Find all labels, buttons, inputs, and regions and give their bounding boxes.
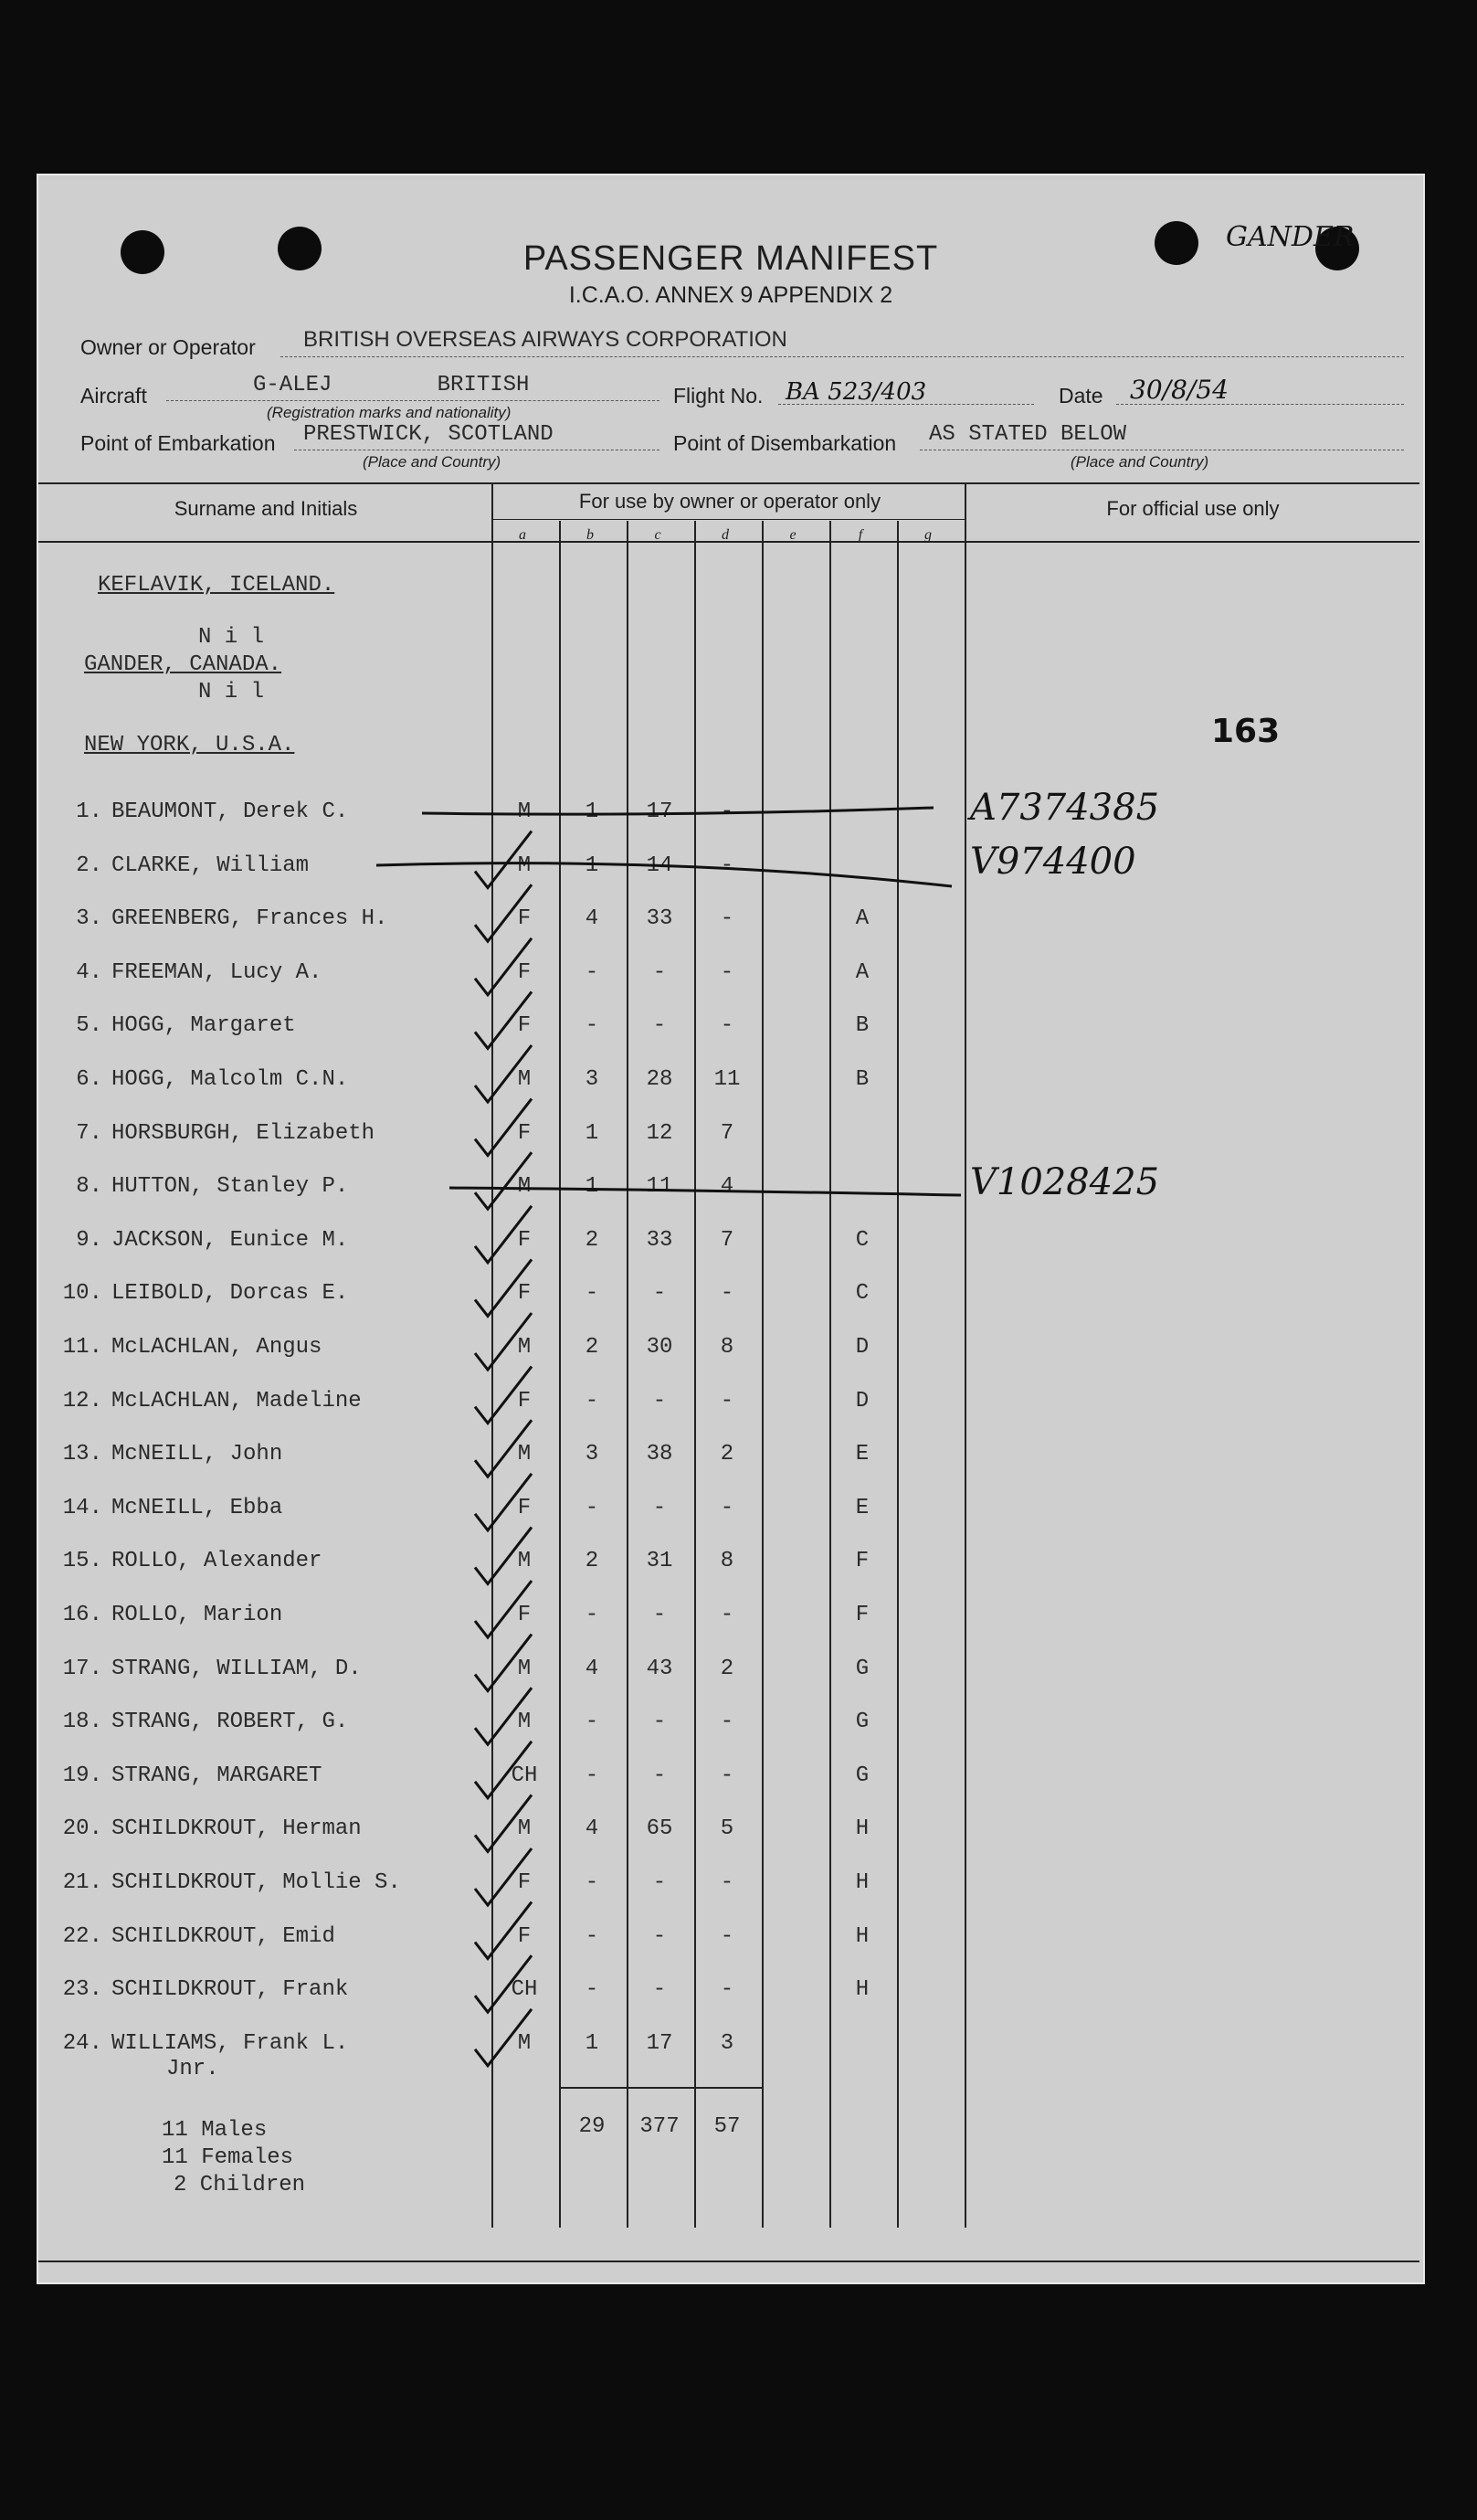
passenger-group: G xyxy=(855,1710,870,1734)
passenger-col-d: - xyxy=(720,853,734,878)
passenger-col-d: - xyxy=(720,1977,734,2002)
embark-note: (Place and Country) xyxy=(363,453,501,471)
passenger-sex: F xyxy=(517,1496,532,1520)
passenger-row xyxy=(38,1924,1423,1961)
passenger-col-c: - xyxy=(652,1977,667,2002)
passenger-col-d: - xyxy=(720,1389,734,1414)
passenger-number: 24. xyxy=(62,2031,102,2056)
passenger-row xyxy=(38,1442,1423,1478)
passenger-row xyxy=(38,1603,1423,1639)
passenger-number: 8. xyxy=(76,1174,102,1199)
total-children: 2 Children xyxy=(174,2173,306,2197)
passenger-col-b: - xyxy=(585,960,599,985)
passenger-group: B xyxy=(855,1013,870,1038)
passenger-col-b: - xyxy=(585,1870,599,1895)
section-newyork: NEW YORK, U.S.A. xyxy=(84,733,295,757)
section-gander: GANDER, CANADA. xyxy=(84,652,282,677)
column-letter-c: c xyxy=(654,527,661,543)
column-letter-d: d xyxy=(722,527,729,543)
passenger-col-c: - xyxy=(652,1603,667,1627)
passenger-group: G xyxy=(855,1657,870,1681)
passenger-col-c: - xyxy=(652,960,667,985)
document-subtitle: I.C.A.O. ANNEX 9 APPENDIX 2 xyxy=(568,282,893,308)
page-number: 163 xyxy=(1211,713,1281,750)
passenger-col-d: 2 xyxy=(720,1442,734,1466)
passenger-sex: F xyxy=(517,1603,532,1627)
passenger-col-b: 4 xyxy=(585,1657,599,1681)
aircraft-note: (Registration marks and nationality) xyxy=(267,404,512,421)
passenger-col-c: - xyxy=(652,1389,667,1414)
passenger-number: 14. xyxy=(62,1496,102,1520)
passenger-col-c: - xyxy=(652,1496,667,1520)
manifest-sheet xyxy=(37,174,1425,2284)
total-males: 11 Males xyxy=(162,2118,268,2143)
owner-subheader-rule xyxy=(493,519,966,520)
passenger-sex: F xyxy=(517,1924,532,1949)
passenger-sex: F xyxy=(517,1870,532,1895)
column-rule xyxy=(627,521,628,2228)
flight-value: BA 523/403 xyxy=(786,378,927,406)
passenger-col-b: - xyxy=(585,1281,599,1306)
passenger-name: HOGG, Malcolm C.N. xyxy=(111,1067,349,1092)
passenger-col-c: 43 xyxy=(646,1657,673,1681)
passenger-name: McNEILL, Ebba xyxy=(111,1496,283,1520)
passenger-group: F xyxy=(855,1549,870,1573)
column-letter-b: b xyxy=(586,527,594,543)
passenger-sex: M xyxy=(517,1335,532,1360)
passenger-group: F xyxy=(855,1603,870,1627)
passenger-col-b: - xyxy=(585,1710,599,1734)
passenger-col-b: 1 xyxy=(585,853,599,878)
passenger-sex: M xyxy=(517,853,532,878)
passenger-col-c: 38 xyxy=(646,1442,673,1466)
column-letter-g: g xyxy=(924,527,932,543)
passenger-number: 11. xyxy=(62,1335,102,1360)
passenger-number: 22. xyxy=(62,1924,102,1949)
passenger-row xyxy=(38,1013,1423,1050)
passenger-row xyxy=(38,1816,1423,1853)
date-value: 30/8/54 xyxy=(1130,375,1229,405)
passenger-col-d: 7 xyxy=(720,1228,734,1253)
passenger-col-d: - xyxy=(720,1013,734,1038)
passenger-name: ROLLO, Marion xyxy=(111,1603,283,1627)
passenger-sex: M xyxy=(517,1657,532,1681)
passenger-col-d: - xyxy=(720,1496,734,1520)
passenger-number: 1. xyxy=(76,799,102,824)
passenger-col-c: 17 xyxy=(646,2031,673,2056)
passenger-col-d: - xyxy=(720,1763,734,1788)
passenger-sex: F xyxy=(517,1389,532,1414)
column-rule xyxy=(694,521,696,2228)
passenger-name: STRANG, ROBERT, G. xyxy=(111,1710,349,1734)
owner-label: Owner or Operator xyxy=(80,335,256,359)
disembark-value: AS STATED BELOW xyxy=(929,422,1127,447)
passenger-number: 13. xyxy=(62,1442,102,1466)
date-line xyxy=(1116,404,1404,405)
total-column-b: 29 xyxy=(578,2114,606,2139)
passenger-col-c: 12 xyxy=(646,1121,673,1146)
passenger-number: 15. xyxy=(62,1549,102,1573)
passenger-col-c: - xyxy=(652,1870,667,1895)
passenger-col-b: 4 xyxy=(585,1816,599,1841)
passenger-col-c: 14 xyxy=(646,853,673,878)
passenger-col-c: - xyxy=(652,1710,667,1734)
passenger-col-b: 1 xyxy=(585,1121,599,1146)
passenger-sex: M xyxy=(517,799,532,824)
passenger-number: 16. xyxy=(62,1603,102,1627)
section-gander-nil: N i l xyxy=(198,680,265,704)
passenger-sex: F xyxy=(517,1121,532,1146)
passenger-group: D xyxy=(855,1335,870,1360)
passenger-col-d: - xyxy=(720,1710,734,1734)
passenger-row xyxy=(38,960,1423,997)
column-letter-a: a xyxy=(519,527,526,543)
passenger-name: LEIBOLD, Dorcas E. xyxy=(111,1281,349,1306)
passenger-name: SCHILDKROUT, Herman xyxy=(111,1816,362,1841)
aircraft-line xyxy=(166,400,659,401)
passenger-row xyxy=(38,1657,1423,1693)
column-letter-e: e xyxy=(789,527,797,543)
passenger-sex: M xyxy=(517,1442,532,1466)
passenger-group: E xyxy=(855,1496,870,1520)
passenger-name: SCHILDKROUT, Mollie S. xyxy=(111,1870,401,1895)
passenger-row xyxy=(38,1335,1423,1371)
passenger-col-b: 1 xyxy=(585,799,599,824)
column-rule xyxy=(829,521,831,2228)
passenger-sex: M xyxy=(517,1174,532,1199)
owner-value: BRITISH OVERSEAS AIRWAYS CORPORATION xyxy=(303,327,787,352)
passenger-group: D xyxy=(855,1389,870,1414)
passenger-col-c: 65 xyxy=(646,1816,673,1841)
passenger-row xyxy=(38,1161,1423,1211)
passenger-row xyxy=(38,1496,1423,1532)
official-passport-number: V1028425 xyxy=(970,1161,1160,1203)
passenger-number: 3. xyxy=(76,906,102,931)
flight-label: Flight No. xyxy=(673,384,764,408)
passenger-group: A xyxy=(855,960,870,985)
passenger-row xyxy=(38,1389,1423,1425)
passenger-name: STRANG, WILLIAM, D. xyxy=(111,1657,362,1681)
passenger-col-d: 4 xyxy=(720,1174,734,1199)
passenger-sex: CH xyxy=(511,1763,538,1788)
passenger-number: 2. xyxy=(76,853,102,878)
owner-line xyxy=(280,356,1404,357)
passenger-col-c: 31 xyxy=(646,1549,673,1573)
passenger-col-b: 2 xyxy=(585,1549,599,1573)
passenger-col-b: 2 xyxy=(585,1228,599,1253)
passenger-number: 4. xyxy=(76,960,102,985)
passenger-group: H xyxy=(855,1924,870,1949)
passenger-name-continuation: Jnr. xyxy=(166,2057,219,2081)
passenger-col-c: 30 xyxy=(646,1335,673,1360)
section-keflavik: KEFLAVIK, ICELAND. xyxy=(98,573,335,598)
passenger-group: C xyxy=(855,1281,870,1306)
passenger-name: STRANG, MARGARET xyxy=(111,1763,322,1788)
passenger-sex: CH xyxy=(511,1977,538,2002)
passenger-col-c: - xyxy=(652,1924,667,1949)
table-bottom-rule xyxy=(38,2261,1419,2262)
passenger-row xyxy=(38,1281,1423,1318)
passenger-number: 6. xyxy=(76,1067,102,1092)
passenger-col-c: - xyxy=(652,1763,667,1788)
passenger-row xyxy=(38,1870,1423,1907)
passenger-col-c: 28 xyxy=(646,1067,673,1092)
passenger-row xyxy=(38,906,1423,943)
passenger-group: B xyxy=(855,1067,870,1092)
passenger-col-c: - xyxy=(652,1281,667,1306)
passenger-col-d: 11 xyxy=(713,1067,741,1092)
passenger-group: H xyxy=(855,1870,870,1895)
official-passport-number: A7374385 xyxy=(970,787,1160,829)
passenger-col-d: 8 xyxy=(720,1335,734,1360)
column-letter-f: f xyxy=(858,527,863,543)
owner-use-header: For use by owner or operator only xyxy=(578,490,881,513)
flight-line xyxy=(778,404,1034,405)
passenger-col-c: - xyxy=(652,1013,667,1038)
passenger-col-d: 3 xyxy=(720,2031,734,2056)
passenger-name: GREENBERG, Frances H. xyxy=(111,906,388,931)
passenger-name: JACKSON, Eunice M. xyxy=(111,1228,349,1253)
passenger-number: 7. xyxy=(76,1121,102,1146)
passenger-row xyxy=(38,1710,1423,1746)
passenger-group: A xyxy=(855,906,870,931)
passenger-number: 10. xyxy=(62,1281,102,1306)
passenger-number: 17. xyxy=(62,1657,102,1681)
passenger-name: HUTTON, Stanley P. xyxy=(111,1174,349,1199)
passenger-sex: F xyxy=(517,1228,532,1253)
passenger-number: 5. xyxy=(76,1013,102,1038)
passenger-number: 20. xyxy=(62,1816,102,1841)
passenger-number: 21. xyxy=(62,1870,102,1895)
passenger-col-c: 33 xyxy=(646,906,673,931)
aircraft-label: Aircraft xyxy=(80,384,147,408)
passenger-col-b: - xyxy=(585,1603,599,1627)
passenger-col-b: - xyxy=(585,1924,599,1949)
passenger-col-b: 1 xyxy=(585,1174,599,1199)
passenger-number: 9. xyxy=(76,1228,102,1253)
passenger-col-d: - xyxy=(720,960,734,985)
passenger-number: 23. xyxy=(62,1977,102,2002)
section-keflavik-nil: N i l xyxy=(198,625,265,650)
passenger-sex: M xyxy=(517,1067,532,1092)
passenger-col-d: 8 xyxy=(720,1549,734,1573)
passenger-col-b: - xyxy=(585,1496,599,1520)
passenger-name: FREEMAN, Lucy A. xyxy=(111,960,322,985)
official-passport-number: V974400 xyxy=(970,841,1136,883)
passenger-row xyxy=(38,1977,1423,2014)
passenger-name: McLACHLAN, Madeline xyxy=(111,1389,362,1414)
passenger-col-b: - xyxy=(585,1013,599,1038)
passenger-row xyxy=(38,1121,1423,1158)
passenger-name: HORSBURGH, Elizabeth xyxy=(111,1121,375,1146)
passenger-col-d: 7 xyxy=(720,1121,734,1146)
passenger-group: C xyxy=(855,1228,870,1253)
passenger-col-b: - xyxy=(585,1763,599,1788)
passenger-number: 18. xyxy=(62,1710,102,1734)
passenger-sex: M xyxy=(517,1549,532,1573)
passenger-col-b: 3 xyxy=(585,1067,599,1092)
passenger-sex: F xyxy=(517,906,532,931)
passenger-col-d: 5 xyxy=(720,1816,734,1841)
passenger-col-d: 2 xyxy=(720,1657,734,1681)
passenger-row xyxy=(38,841,1423,890)
total-females: 11 Females xyxy=(162,2145,294,2170)
passenger-name: McLACHLAN, Angus xyxy=(111,1335,322,1360)
passenger-sex: M xyxy=(517,2031,532,2056)
embark-value: PRESTWICK, SCOTLAND xyxy=(303,422,554,447)
passenger-name: ROLLO, Alexander xyxy=(111,1549,322,1573)
column-rule xyxy=(559,521,561,2228)
passenger-col-d: - xyxy=(720,1870,734,1895)
disembark-note: (Place and Country) xyxy=(1071,453,1209,471)
passenger-row xyxy=(38,1067,1423,1104)
passenger-name: BEAUMONT, Derek C. xyxy=(111,799,349,824)
passenger-col-c: 17 xyxy=(646,799,673,824)
passenger-row xyxy=(38,787,1423,836)
date-label: Date xyxy=(1059,384,1103,408)
passenger-number: 19. xyxy=(62,1763,102,1788)
total-column-d: 57 xyxy=(713,2114,741,2139)
passenger-col-d: - xyxy=(720,1603,734,1627)
passenger-col-b: 2 xyxy=(585,1335,599,1360)
column-rule xyxy=(762,521,764,2228)
table-top-rule xyxy=(38,482,1419,484)
passenger-sex: F xyxy=(517,960,532,985)
passenger-col-b: - xyxy=(585,1389,599,1414)
passenger-group: E xyxy=(855,1442,870,1466)
embark-label: Point of Embarkation xyxy=(80,431,276,455)
disembark-label: Point of Disembarkation xyxy=(673,431,897,455)
passenger-name: HOGG, Margaret xyxy=(111,1013,296,1038)
passenger-col-b: 4 xyxy=(585,906,599,931)
passenger-row xyxy=(38,1763,1423,1800)
passenger-name: SCHILDKROUT, Emid xyxy=(111,1924,335,1949)
totals-rule xyxy=(559,2087,762,2089)
passenger-col-c: 11 xyxy=(646,1174,673,1199)
corner-handwritten-note: GANDER xyxy=(1226,221,1355,253)
passenger-row xyxy=(38,2031,1423,2081)
passenger-col-b: 1 xyxy=(585,2031,599,2056)
passenger-col-b: 3 xyxy=(585,1442,599,1466)
surname-column-header: Surname and Initials xyxy=(174,497,358,520)
passenger-name: SCHILDKROUT, Frank xyxy=(111,1977,349,2002)
passenger-group: H xyxy=(855,1816,870,1841)
passenger-col-d: - xyxy=(720,1924,734,1949)
passenger-sex: F xyxy=(517,1281,532,1306)
passenger-row xyxy=(38,1549,1423,1585)
passenger-group: G xyxy=(855,1763,870,1788)
passenger-col-d: - xyxy=(720,1281,734,1306)
document-title: PASSENGER MANIFEST xyxy=(522,239,939,278)
official-use-header: For official use only xyxy=(1106,497,1280,520)
passenger-col-d: - xyxy=(720,906,734,931)
passenger-row xyxy=(38,1228,1423,1265)
passenger-col-d: - xyxy=(720,799,734,824)
aircraft-value: G-ALEJ BRITISH xyxy=(253,373,530,397)
passenger-col-b: - xyxy=(585,1977,599,2002)
passenger-number: 12. xyxy=(62,1389,102,1414)
passenger-col-c: 33 xyxy=(646,1228,673,1253)
passenger-group: H xyxy=(855,1977,870,2002)
passenger-name: McNEILL, John xyxy=(111,1442,283,1466)
total-column-c: 377 xyxy=(639,2114,680,2139)
passenger-name: CLARKE, William xyxy=(111,853,310,878)
passenger-sex: F xyxy=(517,1013,532,1038)
passenger-name: WILLIAMS, Frank L. xyxy=(111,2031,349,2056)
passenger-sex: M xyxy=(517,1816,532,1841)
passenger-sex: M xyxy=(517,1710,532,1734)
column-rule xyxy=(897,521,899,2228)
